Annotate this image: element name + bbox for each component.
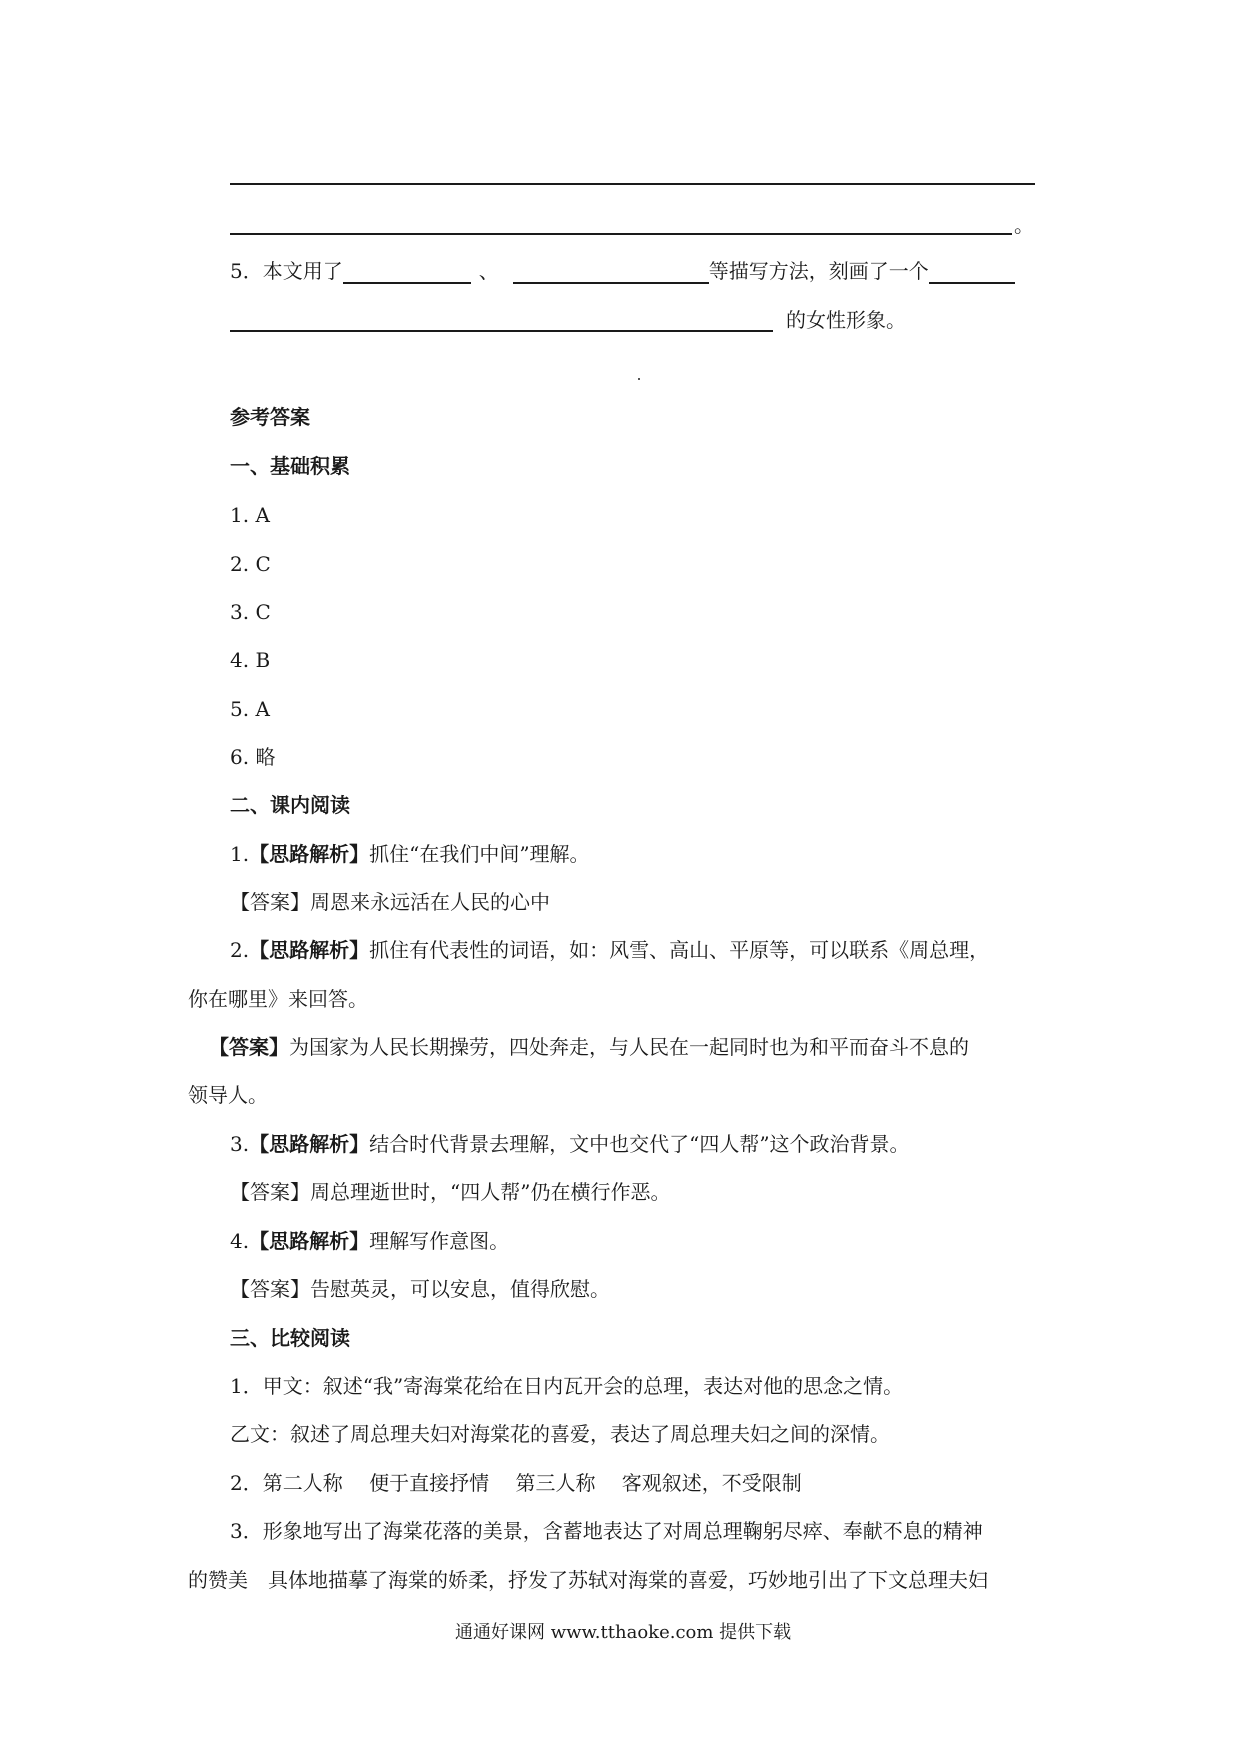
q2-hint-tag: 【思路解析】 [249,938,370,962]
section-2-q1-answer: 【答案】周恩来永远活在人民的心中 [230,890,550,914]
scan-speck [638,378,640,380]
question-5-number: 5． [230,259,263,283]
answer-line-1 [230,183,1035,185]
section-1-title: 一、基础积累 [230,454,350,478]
q3-number: 3. [230,1132,250,1156]
blank-4[interactable] [230,330,773,332]
footer-text: 通通好课网 www.tthaoke.com 提供下载 [455,1622,792,1643]
q3-hint-tag: 【思路解析】 [249,1132,370,1156]
section-1-answer-6: 6. 略 [230,745,276,769]
question-5-ending: 的女性形象。 [786,308,906,332]
q2-answer-text: 为国家为人民长期操劳，四处奔走，与人民在一起同时也为和平而奋斗不息的 [289,1035,969,1059]
q4-hint-tag: 【思路解析】 [249,1229,370,1253]
q3-hint-text: 结合时代背景去理解，文中也交代了“四人帮”这个政治背景。 [369,1132,910,1156]
answer-line-2 [230,233,1012,235]
section-1-answer-4: 4. B [230,648,271,672]
section-2-q2-hint [230,937,989,963]
section-2-title: 二、课内阅读 [230,793,350,817]
section-2-q2-answer [209,1034,969,1060]
section-2-q2-answer-cont: 领导人。 [188,1083,268,1107]
q2-answer-tag: 【答案】 [209,1035,289,1059]
blank-2[interactable] [513,262,709,284]
question-5-text-2: 等描写方法，刻画了一个 [708,259,929,283]
section-2-q4-answer: 【答案】告慰英灵，可以安息，值得欣慰。 [230,1277,610,1301]
blank-3[interactable] [929,262,1015,284]
section-1-answer-1: 1. A [230,503,270,527]
section-3-title: 三、比较阅读 [230,1326,350,1350]
section-2-q1-hint [230,841,590,867]
q2-hint-text: 抓住有代表性的词语，如：风雪、高山、平原等，可以联系《周总理， [369,938,990,962]
section-3-q3-a: 3．形象地写出了海棠花落的美景，含蓄地表达了对周总理鞠躬尽瘁、奉献不息的精神 [230,1519,983,1543]
section-2-q3-answer: 【答案】周总理逝世时，“四人帮”仍在横行作恶。 [230,1180,671,1204]
q1-hint-text: 抓住“在我们中间”理解。 [369,842,590,866]
section-2-q3-hint [230,1131,910,1157]
q1-number: 1. [230,842,250,866]
answers-title: 参考答案 [230,405,310,429]
section-1-answer-5: 5. A [230,697,270,721]
section-1-answer-2: 2. C [230,552,271,576]
section-2-q4-hint [230,1228,509,1254]
question-5-separator: 、 [478,259,499,283]
question-5-text: 本文用了 [262,259,343,283]
question-5 [230,258,1015,284]
section-1-answer-3: 3. C [230,600,271,624]
q2-number: 2. [230,938,250,962]
blank-1[interactable] [343,262,471,284]
answer-line-end-mark: 。 [1014,213,1034,237]
section-3-q1-b: 乙文：叙述了周总理夫妇对海棠花的喜爱，表达了周总理夫妇之间的深情。 [230,1422,890,1446]
q4-number: 4. [230,1229,250,1253]
section-3-q1-a: 1．甲文：叙述“我”寄海棠花给在日内瓦开会的总理，表达对他的思念之情。 [230,1374,904,1398]
q1-hint-tag: 【思路解析】 [249,842,370,866]
q4-hint-text: 理解写作意图。 [369,1229,510,1253]
section-3-q2: 2．第二人称 便于直接抒情 第三人称 客观叙述，不受限制 [230,1471,802,1495]
section-3-q3-b: 的赞美 具体地描摹了海棠的娇柔，抒发了苏轼对海棠的喜爱，巧妙地引出了下文总理夫妇 [188,1568,988,1592]
section-2-q2-hint-cont: 你在哪里》来回答。 [188,987,368,1011]
